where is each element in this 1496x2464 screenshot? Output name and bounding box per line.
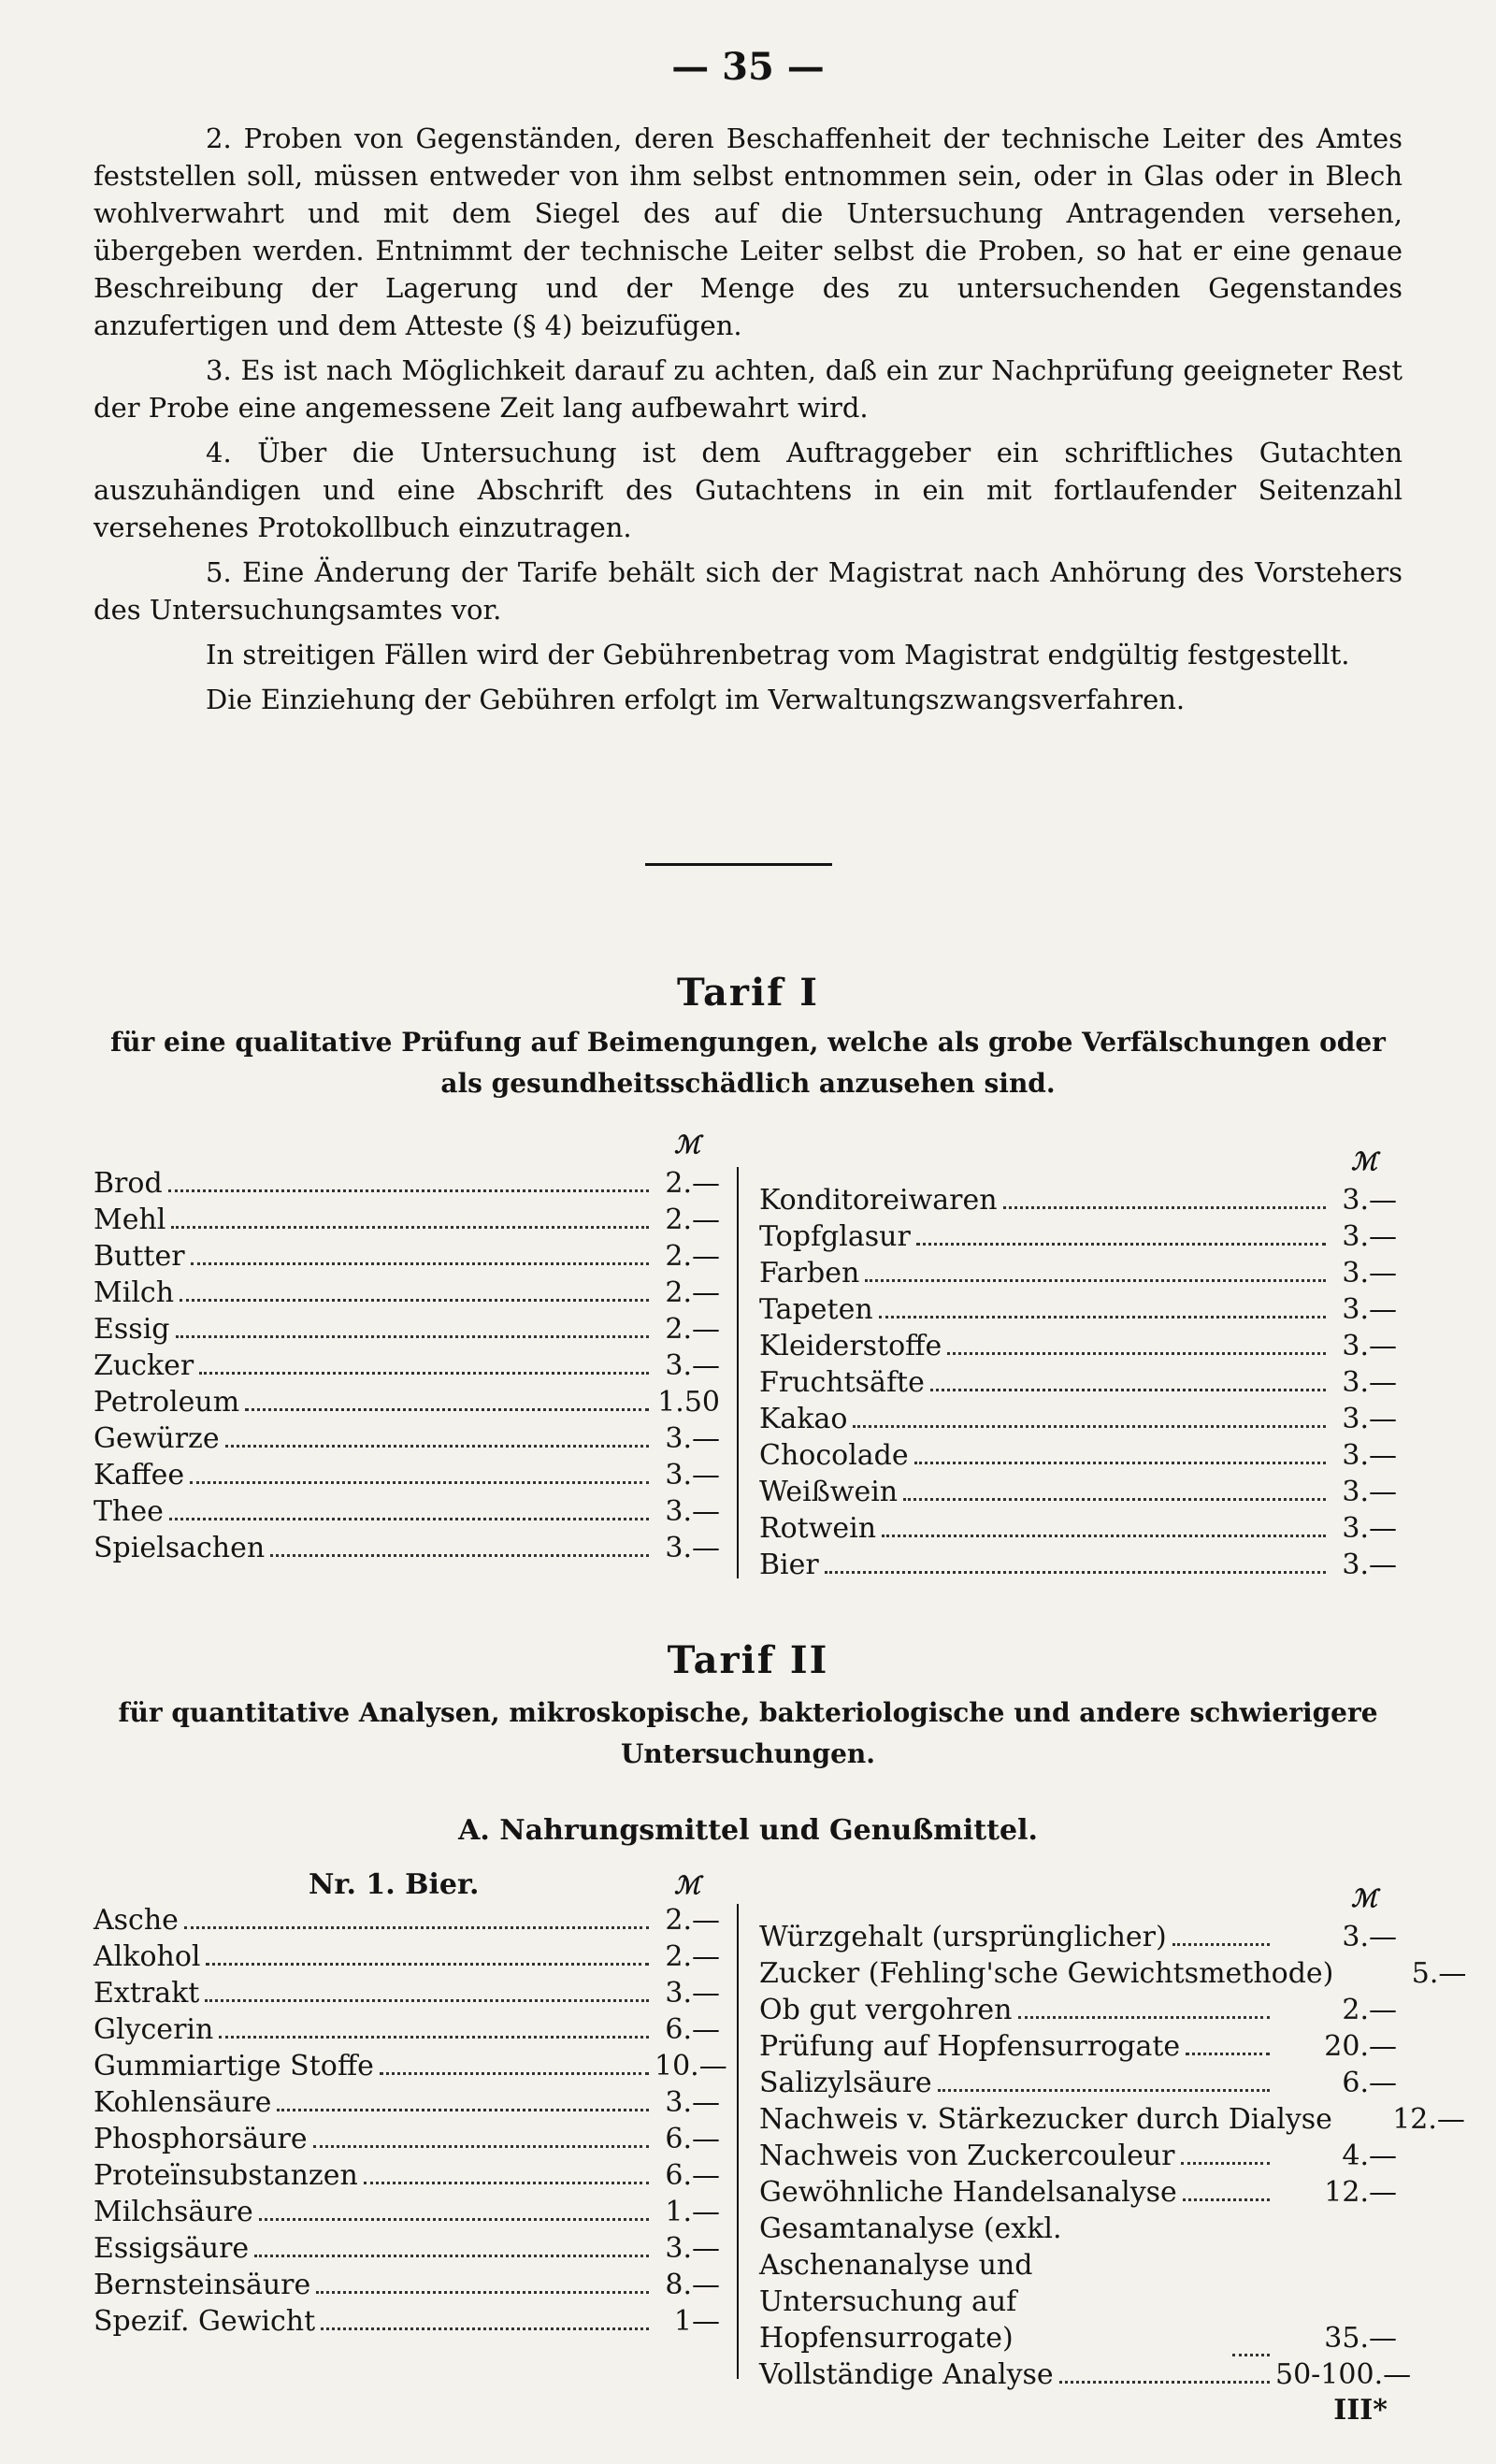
price-row (94, 2157, 720, 2194)
dot-leader (930, 1368, 1326, 1391)
paragraph-3: 3. Es ist nach Möglichkeit darauf zu achten, daß ein zur Nachprüfung geeigneter Rest der Probe eine angemessene Zeit lang aufbewahrt wird. (94, 354, 1402, 424)
dot-leader (1059, 2360, 1270, 2384)
price-row (759, 2028, 1397, 2065)
tarif2-right-column (759, 1885, 1467, 2393)
dot-leader (916, 1222, 1326, 1246)
dot-leader (825, 1550, 1326, 1574)
tarif2-subsection-heading: Nr. 1. Bier. (309, 1868, 480, 1901)
tarif2-left-column (94, 1868, 727, 2340)
tarif2-left-list (94, 1902, 727, 2340)
price-row (759, 2174, 1397, 2211)
tarif1-title: Tarif I (677, 971, 819, 1015)
dot-leader (1183, 2178, 1270, 2201)
price-row (759, 1510, 1397, 1547)
price-row (759, 1547, 1397, 1583)
dot-leader (1172, 1923, 1270, 1946)
dot-leader (903, 1477, 1326, 1501)
price-row (94, 2267, 720, 2303)
item-name: Nachweis von Zuckercouleur (759, 2140, 1175, 2172)
item-price: 2.— (665, 1276, 720, 1309)
item-price: 2.— (665, 1240, 720, 1273)
item-price: 3.— (1342, 1366, 1397, 1399)
item-price: 3.— (665, 1977, 720, 2010)
item-name: Alkohol (94, 1940, 201, 1973)
signature-mark: III* (1333, 2394, 1388, 2427)
item-price: 3.— (665, 1349, 720, 1382)
item-name: Kohlensäure (94, 2086, 272, 2119)
item-name: Bernsteinsäure (94, 2269, 311, 2301)
item-name: Gewürze (94, 1422, 220, 1455)
price-row (759, 1255, 1397, 1291)
dot-leader (191, 1242, 649, 1265)
item-price: 3.— (665, 1459, 720, 1491)
item-price: 35.— (1324, 2322, 1397, 2355)
item-name: Topfglasur (759, 1220, 911, 1253)
tarif2-subtitle: für quantitative Analysen, mikroskopische, bakteriologische und andere schwierigere Untersuchungen. (118, 1697, 1378, 1769)
dot-leader (277, 2088, 649, 2111)
tarif1-right-column (759, 1148, 1397, 1583)
item-name: Zucker (Fehling'sche Gewichtsmethode) (759, 1957, 1334, 1990)
paragraph-4: 4. Über die Untersuchung ist dem Auftraggeber ein schriftliches Gutachten auszuhändigen und eine Abschrift des Gutachtens in ein mit fortlaufender Seitenzahl versehenes Protokollbuch einzutragen. (94, 437, 1402, 543)
paragraph-einziehung: Die Einziehung der Gebühren erfolgt im Verwaltungszwangsverfahren. (206, 684, 1186, 715)
dot-leader (1232, 2333, 1270, 2356)
item-price: 3.— (1342, 1512, 1397, 1545)
dot-leader (176, 1315, 650, 1338)
paragraph-2: 2. Proben von Gegenständen, deren Beschaffenheit der technische Leiter des Amtes feststellen soll, müssen entweder von ihm selbst entnommen sein, oder in Glas oder in Blech wohlverwahrt und mit dem Siegel des auf die Untersuchung Antragenden versehen, übergeben werden. Entnimmt der technische Leiter selbst die Proben, so hat er eine genaue Beschreibung der Lagerung und der Menge des zu untersuchenden Gegenstandes anzufertigen und dem Atteste (§ 4) beizufügen. (94, 122, 1402, 341)
item-price: 2.— (665, 1904, 720, 1937)
tarif2-left-header (94, 1868, 720, 1902)
price-row (94, 2121, 720, 2157)
currency-mark: ℳ (674, 1131, 700, 1160)
item-name: Farben (759, 1257, 860, 1290)
dot-leader (245, 1388, 649, 1411)
price-row (94, 1275, 720, 1311)
dot-leader (1186, 2032, 1270, 2055)
item-name: Spezif. Gewicht (94, 2305, 316, 2338)
tarif1-column-divider (737, 1167, 739, 1578)
item-price: 3.— (1342, 1439, 1397, 1472)
item-name: Asche (94, 1904, 179, 1937)
price-row (759, 2065, 1397, 2101)
price-row (94, 1347, 720, 1384)
dot-leader (219, 2015, 649, 2039)
price-row (94, 1202, 720, 1238)
item-price: 6.— (665, 2013, 720, 2046)
currency-mark: ℳ (1351, 1148, 1377, 1176)
dot-leader (853, 1405, 1326, 1428)
dot-leader (225, 1424, 649, 1448)
item-price: 3.— (1342, 1293, 1397, 1326)
tarif1-right-list (759, 1182, 1397, 1583)
dot-leader (168, 1169, 649, 1192)
item-name: Vollständige Analyse (759, 2358, 1054, 2391)
item-name: Spielsachen (94, 1532, 266, 1564)
dot-leader (313, 2125, 649, 2148)
dot-leader (947, 1332, 1326, 1355)
price-row (759, 1218, 1397, 1255)
item-name: Brod (94, 1167, 163, 1200)
item-price: 3.— (1342, 1476, 1397, 1508)
dot-leader (205, 1979, 649, 2002)
price-row (94, 1902, 720, 1938)
dot-leader (879, 1295, 1326, 1318)
item-name: Fruchtsäfte (759, 1366, 925, 1399)
tarif2-right-list (759, 1919, 1467, 2393)
dot-leader (316, 2270, 649, 2294)
price-row (759, 1992, 1397, 2028)
item-price: 12.— (1392, 2103, 1465, 2136)
price-row (759, 1364, 1397, 1401)
item-name: Milch (94, 1276, 175, 1309)
price-row (759, 1955, 1467, 1992)
item-name: Konditoreiwaren (759, 1184, 998, 1217)
item-name: Gummiartige Stoffe (94, 2050, 374, 2082)
item-price: 3.— (1342, 1549, 1397, 1581)
price-row (94, 2194, 720, 2230)
price-row (94, 2230, 720, 2267)
item-price: 2.— (665, 1167, 720, 1200)
tarif2-right-header (759, 1885, 1397, 1919)
dot-leader (1181, 2141, 1270, 2165)
item-price: 1.50 (657, 1386, 720, 1419)
item-price: 5.— (1411, 1957, 1467, 1990)
price-row (759, 1919, 1397, 1955)
price-row (94, 2048, 727, 2084)
item-name: Bier (759, 1549, 819, 1581)
tarif1-left-header (94, 1131, 720, 1165)
item-price: 10.— (654, 2050, 727, 2082)
dot-leader (1003, 1186, 1326, 1209)
price-row (94, 1420, 720, 1457)
dot-leader (171, 1205, 649, 1229)
item-price: 3.— (665, 1532, 720, 1564)
item-name: Rotwein (759, 1512, 877, 1545)
item-price: 3.— (665, 2232, 720, 2265)
price-row (94, 2084, 720, 2121)
price-row (759, 1291, 1397, 1328)
price-row (759, 1437, 1397, 1474)
tarif2-title: Tarif II (667, 1638, 829, 1682)
price-row (94, 1493, 720, 1530)
item-name: Gesamtanalyse (exkl. Aschenanalyse und Untersuchung auf Hopfensurrogate) (759, 2212, 1062, 2355)
tarif1-right-header (759, 1148, 1397, 1182)
dot-leader (865, 1259, 1326, 1282)
dot-leader (254, 2234, 649, 2257)
item-name: Tapeten (759, 1293, 873, 1326)
tarif1-left-column (94, 1131, 720, 1566)
dot-leader (914, 1441, 1326, 1464)
item-price: 3.— (1342, 1220, 1397, 1253)
item-price: 6.— (665, 2159, 720, 2192)
tarif2-section-heading: A. Nahrungsmittel und Genußmittel. (458, 1814, 1038, 1847)
price-row (759, 2356, 1412, 2393)
dot-leader (180, 1278, 649, 1302)
currency-mark: ℳ (674, 1872, 700, 1900)
dot-leader (259, 2197, 649, 2221)
price-row (759, 2138, 1397, 2174)
item-name: Kakao (759, 1403, 848, 1435)
item-price: 3.— (665, 1495, 720, 1528)
tarif2-column-divider (737, 1904, 739, 2379)
item-price: 2.— (665, 1203, 720, 1236)
item-name: Thee (94, 1495, 164, 1528)
item-name: Kleiderstoffe (759, 1330, 942, 1362)
section-divider (645, 863, 832, 866)
item-name: Butter (94, 1240, 185, 1273)
price-row (94, 2303, 720, 2340)
dot-leader (169, 1497, 649, 1520)
item-price: 50-100.— (1275, 2358, 1412, 2391)
paragraph-5: 5. Eine Änderung der Tarife behält sich der Magistrat nach Anhörung des Vorstehers des Untersuchungsamtes vor. (94, 556, 1402, 626)
item-price: 6.— (665, 2123, 720, 2155)
dot-leader (206, 1942, 649, 1966)
price-row (759, 1474, 1397, 1510)
item-name: Milchsäure (94, 2196, 253, 2228)
item-name: Würzgehalt (ursprünglicher) (759, 1921, 1167, 1953)
item-name: Extrakt (94, 1977, 200, 2010)
paragraph-streitige-faelle: In streitigen Fällen wird der Gebührenbetrag vom Magistrat endgültig festgestellt. (206, 639, 1350, 670)
price-row (94, 1311, 720, 1347)
dot-leader (1018, 1996, 1271, 2019)
price-row (94, 1457, 720, 1493)
price-row (94, 1530, 720, 1566)
price-row (759, 2101, 1465, 2138)
item-price: 6.— (1342, 2067, 1397, 2099)
dot-leader (364, 2161, 649, 2184)
price-row (94, 1975, 720, 2011)
item-price: 3.— (1342, 1921, 1397, 1953)
item-price: 8.— (665, 2269, 720, 2301)
item-name: Petroleum (94, 1386, 240, 1419)
dot-leader (882, 1514, 1326, 1537)
price-row (94, 1384, 720, 1420)
price-row (759, 1401, 1397, 1437)
dot-leader (380, 2052, 649, 2075)
item-price: 12.— (1324, 2176, 1397, 2209)
item-name: Kaffee (94, 1459, 185, 1491)
dot-leader (321, 2307, 649, 2330)
item-name: Zucker (94, 1349, 194, 1382)
item-name: Proteïnsubstanzen (94, 2159, 358, 2192)
intro-text (94, 120, 1402, 718)
item-name: Glycerin (94, 2013, 214, 2046)
dot-leader (938, 2068, 1270, 2092)
currency-mark: ℳ (1351, 1885, 1377, 1913)
item-name: Prüfung auf Hopfensurrogate (759, 2030, 1181, 2063)
dot-leader (199, 1351, 649, 1375)
tarif1-left-list (94, 1165, 720, 1566)
item-price: 3.— (665, 1422, 720, 1455)
price-row (759, 2211, 1397, 2356)
item-name: Phosphorsäure (94, 2123, 308, 2155)
item-price: 2.— (1342, 1994, 1397, 2026)
item-price: 1— (673, 2305, 720, 2338)
dot-leader (270, 1534, 649, 1557)
item-price: 1.— (665, 2196, 720, 2228)
item-name: Chocolade (759, 1439, 909, 1472)
item-price: 3.— (1342, 1184, 1397, 1217)
price-row (94, 1938, 720, 1975)
page-number: — 35 — (671, 45, 825, 89)
price-row (94, 1238, 720, 1275)
tarif1-subtitle: für eine qualitative Prüfung auf Beimengungen, welche als grobe Verfälschungen oder als gesundheitsschädlich anzusehen sind. (110, 1027, 1386, 1099)
dot-leader (190, 1461, 649, 1484)
item-price: 3.— (665, 2086, 720, 2119)
price-row (94, 2011, 720, 2048)
price-row (94, 1165, 720, 1202)
item-price: 20.— (1324, 2030, 1397, 2063)
item-price: 3.— (1342, 1403, 1397, 1435)
item-price: 2.— (665, 1313, 720, 1346)
price-row (759, 1182, 1397, 1218)
price-row (759, 1328, 1397, 1364)
item-name: Ob gut vergohren (759, 1994, 1013, 2026)
dot-leader (184, 1906, 649, 1929)
item-price: 3.— (1342, 1330, 1397, 1362)
item-price: 3.— (1342, 1257, 1397, 1290)
item-name: Nachweis v. Stärkezucker durch Dialyse (759, 2103, 1332, 2136)
item-name: Mehl (94, 1203, 166, 1236)
item-name: Essigsäure (94, 2232, 250, 2265)
item-name: Gewöhnliche Handelsanalyse (759, 2176, 1177, 2209)
item-price: 2.— (665, 1940, 720, 1973)
item-name: Weißwein (759, 1476, 899, 1508)
item-name: Salizylsäure (759, 2067, 932, 2099)
item-price: 4.— (1342, 2140, 1397, 2172)
item-name: Essig (94, 1313, 170, 1346)
